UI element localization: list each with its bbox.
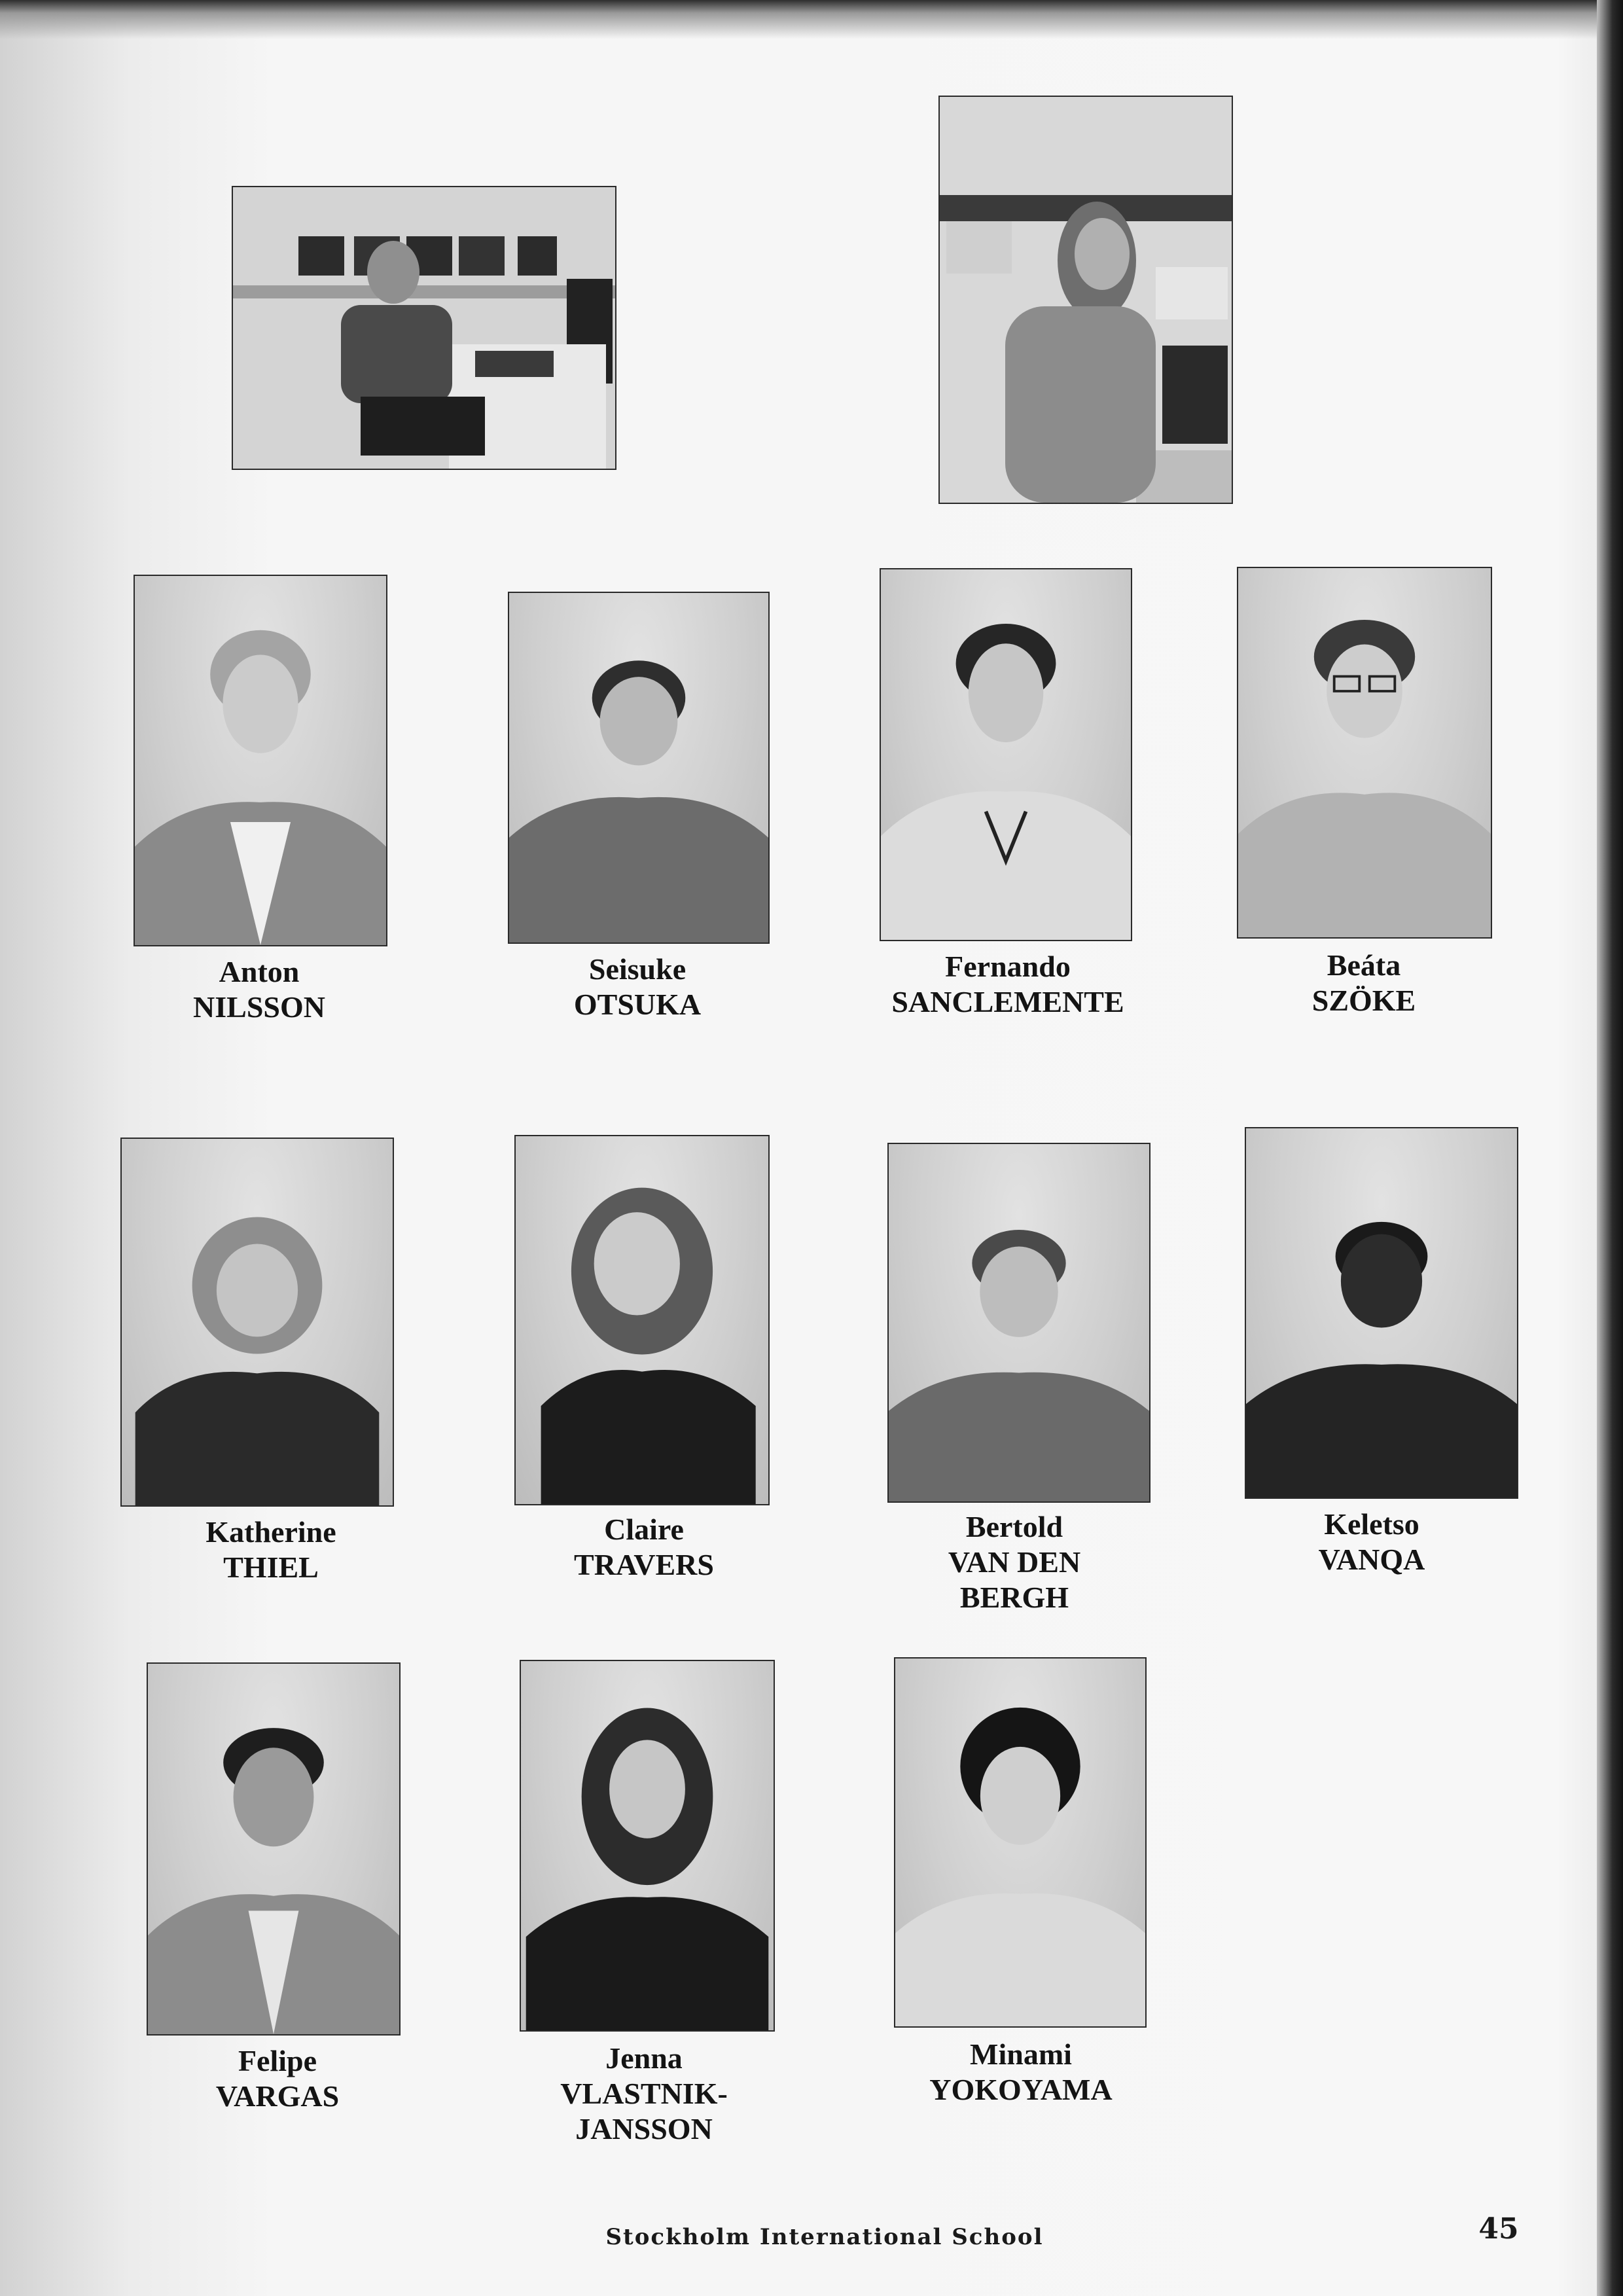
portrait-photo [894,1657,1147,2028]
page-number: 45 [1478,2212,1519,2246]
candid-photo-computer-lab-2 [938,96,1233,504]
student-last-name: OTSUKA [573,988,702,1021]
footer-school-name: Stockholm International School [605,2224,1044,2250]
portrait-photo [508,592,770,944]
student-name [851,949,1165,1020]
student-portrait-icon [516,1136,768,1504]
student-last-name: SZÖKE [1311,984,1416,1017]
student-last-name: NILSSON [193,990,325,1024]
student-first-name: Felipe [238,2044,317,2077]
student-last-name: VLASTNIK- [560,2077,728,2110]
candid-photo-computer-lab-1 [232,186,616,470]
portrait-photo [887,1143,1150,1503]
person-at-computer-photo-icon [940,97,1232,503]
student-name [500,2041,788,2147]
student-name [134,2043,421,2114]
student-name [500,1512,788,1583]
student-last-name: THIEL [223,1551,319,1584]
student-first-name: Anton [219,955,300,988]
student-first-name: Claire [604,1513,684,1546]
student-first-name: Seisuke [588,952,687,986]
student-last-name: VANQA [1318,1543,1425,1576]
portrait-photo [1237,567,1492,939]
student-last-name: VAN DEN [948,1545,1081,1579]
student-portrait-icon [135,576,386,945]
student-portrait-icon [895,1659,1145,2026]
student-first-name: Jenna [605,2041,683,2075]
student-last-name: SANCLEMENTE [891,985,1124,1018]
student-portrait-icon [521,1661,774,2030]
student-portrait-icon [881,569,1131,940]
student-last-name: YOKOYAMA [929,2073,1113,2106]
portrait-photo [120,1138,394,1507]
student-first-name: Keletso [1324,1507,1419,1541]
student-portrait-icon [889,1144,1149,1501]
student-name [1228,1507,1516,1577]
student-first-name: Beáta [1327,948,1401,982]
student-name [870,1509,1158,1615]
student-name [115,954,403,1025]
person-at-computer-photo-icon [233,187,615,469]
student-portrait-icon [509,593,768,942]
student-last-name-continued: BERGH [959,1581,1069,1614]
student-first-name: Bertold [965,1510,1063,1543]
portrait-photo [1245,1127,1518,1499]
student-name [493,952,781,1022]
portrait-photo [134,575,387,946]
portrait-photo [880,568,1132,941]
student-first-name: Minami [970,2037,1072,2071]
page-shadow-top [0,0,1623,39]
portrait-photo [514,1135,770,1505]
student-name [127,1515,415,1585]
page-edge-shadow [1597,0,1623,2296]
student-name [1220,948,1508,1018]
student-name [877,2037,1165,2108]
student-last-name: VARGAS [215,2079,340,2113]
portrait-photo [147,1662,401,2036]
student-last-name: TRAVERS [574,1548,714,1581]
student-first-name: Katherine [205,1515,336,1549]
student-portrait-icon [1246,1128,1517,1498]
student-portrait-icon [122,1139,393,1505]
student-portrait-icon [148,1664,399,2034]
student-last-name-continued: JANSSON [575,2112,713,2145]
student-first-name: Fernando [945,950,1071,983]
portrait-photo [520,1660,775,2032]
student-portrait-icon [1238,568,1491,937]
